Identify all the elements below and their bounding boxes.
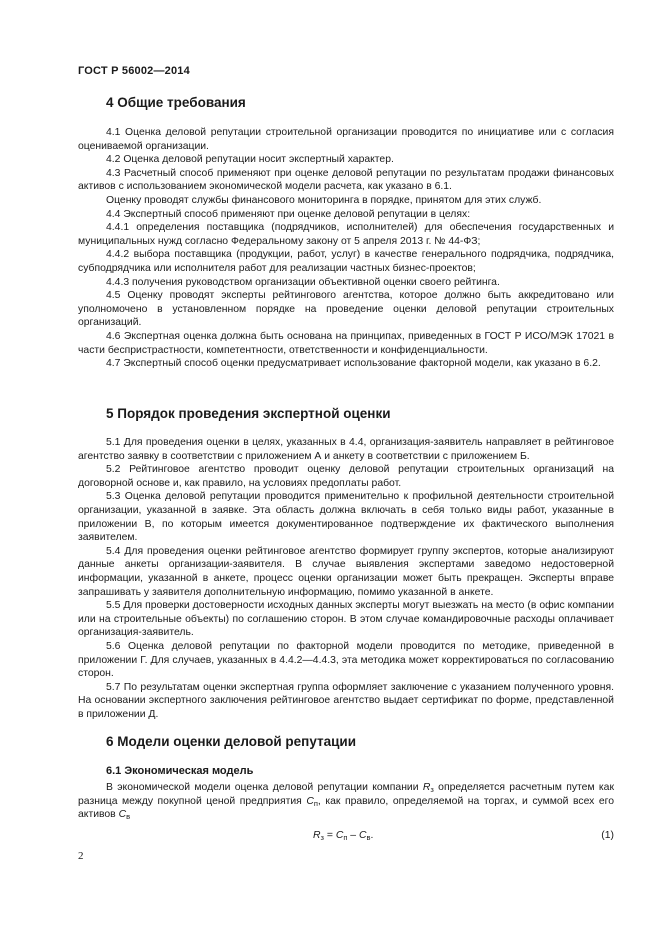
paragraph-5-4: 5.4 Для проведения оценки рейтинговое агентство формирует группу экспертов, которые анализируют данные анкеты организации-заявителя. В случае выявления экспертами заведомо недостоверной информации, указанной в анкете, процесс оценки организации может быть прекращен. Эксперты вправе запрашивать у заявителя дополнительную информацию, помимо указанной в анкете. xyxy=(78,545,614,598)
section-5-body xyxy=(78,436,614,721)
standard-code-header: ГОСТ Р 56002—2014 xyxy=(78,65,190,77)
equation-formula xyxy=(313,829,373,843)
paragraph-4-4-2: 4.4.2 выбора поставщика (продукции, работ, услуг) в качестве генерального подрядчика, подрядчика, субподрядчика или исполнителя работ для реализации частных бизнес-проектов; xyxy=(78,249,614,274)
paragraph-4-2: 4.2 Оценка деловой репутации носит экспертный характер. xyxy=(106,154,394,166)
var-c-v: C xyxy=(118,809,127,821)
equation-number: (1) xyxy=(601,830,614,841)
paragraph-5-6: 5.6 Оценка деловой репутации по факторной модели проводится по методике, приведенной в приложении Г. Для случаев, указанных в 4.4.2—4.4.3, эта методика может корректироваться по согласованию сторон. xyxy=(78,640,614,680)
section-4-body xyxy=(78,126,614,371)
paragraph-5-7: 5.7 По результатам оценки экспертная группа оформляет заключение с указанием полученного уровня. На основании экспертного заключения рейтинговое агентство выдает сертификат по форме, представленной в приложении Д. xyxy=(78,681,614,720)
intro-text-2: определяется расчетным путем как разница между покупной ценой предприятия xyxy=(78,782,615,807)
section-4-title: 4 Общие требования xyxy=(106,95,246,110)
paragraph-4-4-1: 4.4.1 определения поставщика (подрядчиков, исполнителей) для обеспечения государственных и муниципальных нужд согласно Федеральному закону от 5 апреля 2013 г. № 44-ФЗ; xyxy=(78,222,614,247)
var-c-p-sub: п xyxy=(313,798,318,808)
eq-term2-var: C xyxy=(358,830,367,841)
intro-text-3: , как правило, определяемой на торгах, и суммой всех его активов xyxy=(78,795,614,821)
paragraph-4-1: 4.1 Оценка деловой репутации строительной организации проводится по инициативе или с согласия оцениваемой организации. xyxy=(78,127,614,152)
paragraph-4-4-3: 4.4.3 получения руководством организации объективной оценки своего рейтинга. xyxy=(106,276,500,288)
eq-term2-sub: в xyxy=(366,833,371,842)
paragraph-5-3: 5.3 Оценка деловой репутации проводится применительно к профильной деятельности строительной организации, указанной в заявке. Эта область должна включать в себя только виды работ, указанные в приложении В, по которым имеется документированное подтверждение их фактического выполнения заявителем. xyxy=(78,491,614,544)
page-number: 2 xyxy=(78,850,84,862)
section-5-title: 5 Порядок проведения экспертной оценки xyxy=(106,406,391,421)
paragraph-5-1: 5.1 Для проведения оценки в целях, указанных в 4.4, организация-заявитель направляет в рейтинговое агентство заявку в соответствии с приложением А и анкету в соответствии с приложением Б. xyxy=(78,437,614,462)
section-6-body xyxy=(78,781,614,822)
eq-equals: = xyxy=(323,830,336,841)
paragraph-4-7: 4.7 Экспертный способ оценки предусматривает использование факторной модели, как указано в 6.2. xyxy=(106,358,601,370)
subsection-6-1-title: 6.1 Экономическая модель xyxy=(106,765,254,777)
eq-end: . xyxy=(370,830,374,841)
eq-lhs-sub: з xyxy=(320,833,324,842)
eq-minus: – xyxy=(347,830,359,841)
eq-term1-var: C xyxy=(335,830,344,841)
paragraph-4-4: 4.4 Экспертный способ применяют при оценке деловой репутации в целях: xyxy=(106,208,471,220)
section-6-title: 6 Модели оценки деловой репутации xyxy=(106,734,357,749)
paragraph-5-2: 5.2 Рейтинговое агентство проводит оценку деловой репутации строительных организаций на договорной основе и, как правило, на условиях предоплаты работ. xyxy=(78,464,614,489)
eq-term1-sub: п xyxy=(343,833,348,842)
eq-lhs-var: R xyxy=(313,830,321,841)
intro-text-1: В экономической модели оценка деловой репутации компании xyxy=(106,782,423,793)
var-r-sub: з xyxy=(430,785,434,794)
paragraph-5-5: 5.5 Для проверки достоверности исходных данных эксперты могут выезжать на место (в офис компании или на строительные объекты) по соглашению сторон. В этом случае командировочные расходы оплачивает организация-заявитель. xyxy=(78,600,614,639)
paragraph-6-1-intro xyxy=(78,781,614,822)
var-c-v-sub: в xyxy=(126,812,131,822)
paragraph-4-5: 4.5 Оценку проводят эксперты рейтингового агентства, которое должно быть аккредитовано или уполномочено в установленном порядке на проведение оценки деловой репутации строительных организаций. xyxy=(78,290,614,329)
equation-1 xyxy=(78,829,614,843)
paragraph-4-6: 4.6 Экспертная оценка должна быть основана на принципах, приведенных в ГОСТ Р ИСО/МЭК 17021 в части беспристрастности, компетентности, ответственности и конфиденциальности. xyxy=(78,330,614,356)
var-c-p: C xyxy=(306,795,314,807)
paragraph-4-3-note: Оценку проводят службы финансового мониторинга в порядке, принятом для этих служб. xyxy=(106,194,542,206)
paragraph-4-3: 4.3 Расчетный способ применяют при оценке деловой репутации по результатам продажи финансовых активов с использованием экономической модели расчета, как указано в 6.1. xyxy=(78,167,614,193)
var-r: R xyxy=(422,782,431,793)
